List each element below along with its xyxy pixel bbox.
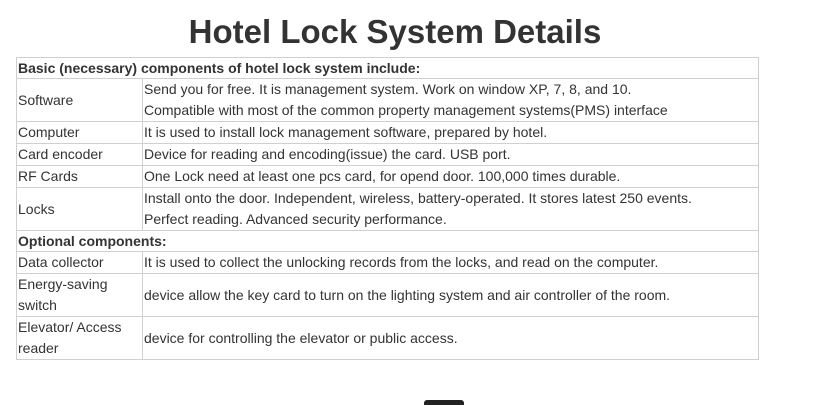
description-line: device for controlling the elevator or public access. bbox=[144, 329, 458, 346]
component-description bbox=[143, 144, 759, 166]
component-name: Computer bbox=[17, 122, 143, 144]
component-description bbox=[143, 317, 759, 360]
component-name: Software bbox=[17, 79, 143, 122]
description-line: device allow the key card to turn on the lighting system and air controller of the room. bbox=[144, 286, 671, 303]
table-row bbox=[17, 144, 759, 166]
component-description bbox=[143, 166, 759, 188]
section-header-row bbox=[17, 58, 759, 79]
component-description bbox=[143, 188, 759, 231]
description-line: Device for reading and encoding(issue) the card. USB port. bbox=[144, 146, 511, 162]
component-description bbox=[143, 122, 759, 144]
description-line: It is used to install lock management software, prepared by hotel. bbox=[144, 124, 548, 140]
table-row bbox=[17, 166, 759, 188]
component-name: Data collector bbox=[17, 252, 143, 274]
page-title: Hotel Lock System Details bbox=[188, 13, 602, 50]
section-heading: Optional components: bbox=[17, 231, 759, 252]
description-line: It is used to collect the unlocking records from the locks, and read on the computer. bbox=[144, 254, 659, 270]
component-name: Locks bbox=[17, 188, 143, 231]
section-header-row bbox=[17, 231, 759, 252]
component-description bbox=[143, 79, 759, 122]
table-row bbox=[17, 122, 759, 144]
description-line: Compatible with most of the common property management systems(PMS) interface bbox=[144, 102, 668, 118]
component-name: Card encoder bbox=[17, 144, 143, 166]
image-edge-fragment bbox=[424, 400, 464, 405]
table-row bbox=[17, 79, 759, 122]
component-name: Energy-saving switch bbox=[17, 274, 143, 317]
component-name: RF Cards bbox=[17, 166, 143, 188]
table-row bbox=[17, 274, 759, 317]
components-table bbox=[16, 57, 759, 360]
component-name: Elevator/ Access reader bbox=[17, 317, 143, 360]
description-line: One Lock need at least one pcs card, for opend door. 100,000 times durable. bbox=[144, 168, 621, 184]
component-description bbox=[143, 252, 759, 274]
table-row bbox=[17, 317, 759, 360]
component-description bbox=[143, 274, 759, 317]
section-heading: Basic (necessary) components of hotel lock system include: bbox=[17, 58, 759, 79]
table-row bbox=[17, 188, 759, 231]
description-line: Perfect reading. Advanced security performance. bbox=[144, 211, 447, 227]
description-line: Install onto the door. Independent, wireless, battery-operated. It stores latest 250 events. bbox=[144, 190, 692, 206]
table-row bbox=[17, 252, 759, 274]
description-line: Send you for free. It is management system. Work on window XP, 7, 8, and 10. bbox=[144, 81, 632, 97]
